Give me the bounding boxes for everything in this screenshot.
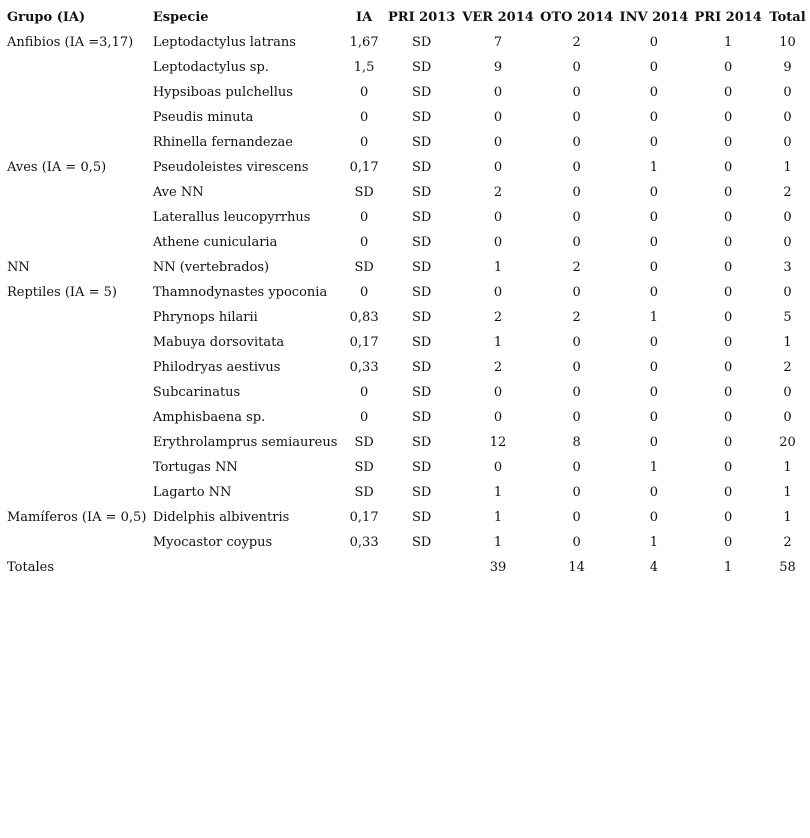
cell-total: 1	[783, 335, 792, 350]
cell-total: 58	[779, 560, 796, 575]
cell-pri-2014: 0	[724, 485, 733, 500]
cell-ia: SD	[354, 260, 374, 275]
cell-ia: 0	[359, 210, 369, 225]
cell-especie: Ave NN	[152, 185, 204, 200]
table-row	[4, 130, 810, 155]
cell-inv-2014: 0	[649, 85, 659, 100]
cell-total: 0	[783, 410, 792, 425]
cell-ver-2014: 7	[493, 35, 503, 50]
cell-grupo: Aves (IA = 0,5)	[7, 160, 107, 175]
cell-especie: Didelphis albiventris	[152, 510, 290, 525]
cell-grupo	[4, 355, 150, 380]
cell-inv-2014: 0	[649, 410, 659, 425]
cell-pri-2013: SD	[412, 160, 432, 175]
cell-grupo: Mamíferos (IA = 0,5)	[7, 510, 147, 525]
cell-inv-2014: 0	[649, 210, 659, 225]
cell-ia: 0	[359, 85, 369, 100]
cell-especie: Athene cunicularia	[152, 235, 278, 250]
cell-ver-2014: 9	[493, 60, 503, 75]
cell-oto-2014: 0	[572, 410, 581, 425]
table-row	[4, 180, 810, 205]
cell-ver-2014: 0	[493, 460, 503, 475]
cell-ver-2014: 0	[493, 160, 503, 175]
cell-inv-2014: 0	[649, 285, 659, 300]
cell-total: 0	[783, 85, 792, 100]
table-row	[4, 30, 810, 55]
cell-grupo	[4, 180, 150, 205]
cell-ver-2014: 0	[493, 110, 503, 125]
cell-ia: 0,33	[349, 360, 379, 375]
cell-ia: 0	[359, 410, 369, 425]
cell-ia: 0,17	[349, 160, 379, 175]
header-especie: Especie	[152, 10, 209, 25]
cell-inv-2014: 0	[649, 110, 659, 125]
header-total: Total	[769, 10, 806, 25]
cell-pri-2014: 0	[724, 60, 733, 75]
cell-pri-2013: SD	[412, 285, 432, 300]
cell-pri-2014: 0	[724, 160, 733, 175]
cell-pri-2014: 0	[724, 385, 733, 400]
cell-grupo	[4, 55, 150, 80]
cell-total: 1	[783, 510, 792, 525]
cell-pri-2014: 0	[724, 210, 733, 225]
cell-ver-2014: 0	[493, 285, 503, 300]
cell-grupo	[4, 330, 150, 355]
table-row	[4, 455, 810, 480]
cell-total: 0	[783, 385, 792, 400]
cell-ia: 0,83	[349, 310, 379, 325]
cell-especie: Pseudoleistes virescens	[152, 160, 309, 175]
cell-pri-2013: SD	[412, 185, 432, 200]
cell-ver-2014: 0	[493, 410, 503, 425]
cell-pri-2013: SD	[412, 435, 432, 450]
cell-grupo	[4, 305, 150, 330]
cell-pri-2013: SD	[412, 410, 432, 425]
cell-ia: SD	[354, 435, 374, 450]
header-pri-2013: PRI 2013	[387, 10, 456, 25]
cell-especie: Laterallus leucopyrrhus	[152, 210, 311, 225]
cell-inv-2014: 0	[649, 435, 659, 450]
cell-ver-2014: 2	[493, 360, 503, 375]
cell-ver-2014: 39	[489, 560, 507, 575]
cell-grupo	[4, 530, 150, 555]
cell-oto-2014: 0	[572, 285, 581, 300]
cell-pri-2013: SD	[412, 335, 432, 350]
table-row	[4, 430, 810, 455]
cell-especie: Rhinella fernandezae	[152, 135, 293, 150]
cell-ia	[344, 555, 384, 580]
cell-pri-2013: SD	[412, 210, 432, 225]
cell-pri-2014: 0	[724, 535, 733, 550]
header-ver-2014: VER 2014	[462, 10, 534, 25]
cell-pri-2014: 0	[724, 260, 733, 275]
cell-ia: SD	[354, 460, 374, 475]
table-row	[4, 405, 810, 430]
table-row	[4, 255, 810, 280]
cell-pri-2013: SD	[412, 485, 432, 500]
table-body	[4, 30, 810, 580]
cell-pri-2013: SD	[412, 360, 432, 375]
cell-pri-2014: 0	[724, 335, 733, 350]
cell-oto-2014: 0	[572, 85, 581, 100]
cell-grupo	[4, 130, 150, 155]
cell-pri-2014: 0	[724, 285, 733, 300]
cell-pri-2014: 0	[724, 360, 733, 375]
cell-total: 10	[779, 35, 796, 50]
cell-grupo: Reptiles (IA = 5)	[7, 285, 117, 300]
cell-ia: 0,33	[349, 535, 379, 550]
cell-especie: Myocastor coypus	[152, 535, 273, 550]
cell-especie: Thamnodynastes ypoconia	[152, 285, 328, 300]
cell-ver-2014: 0	[493, 385, 503, 400]
table-row	[4, 305, 810, 330]
cell-oto-2014: 0	[572, 360, 581, 375]
cell-pri-2014: 0	[724, 410, 733, 425]
header-pri-2014: PRI 2014	[694, 10, 762, 25]
cell-total: 0	[783, 235, 792, 250]
cell-inv-2014: 0	[649, 335, 659, 350]
cell-oto-2014: 0	[572, 335, 581, 350]
table-row	[4, 480, 810, 505]
cell-inv-2014: 4	[649, 560, 659, 575]
cell-inv-2014: 0	[649, 385, 659, 400]
cell-ia: 0	[359, 235, 369, 250]
table-row	[4, 55, 810, 80]
cell-ver-2014: 0	[493, 85, 503, 100]
cell-pri-2014: 1	[724, 560, 733, 575]
table-row	[4, 380, 810, 405]
cell-grupo	[4, 430, 150, 455]
cell-oto-2014: 0	[572, 385, 581, 400]
cell-pri-2014: 0	[724, 110, 733, 125]
cell-especie: Tortugas NN	[152, 460, 238, 475]
cell-oto-2014: 2	[572, 260, 581, 275]
table-row	[4, 205, 810, 230]
cell-oto-2014: 8	[572, 435, 581, 450]
cell-pri-2014: 0	[724, 85, 733, 100]
cell-pri-2014: 0	[724, 510, 733, 525]
cell-oto-2014: 0	[572, 60, 581, 75]
cell-especie: Amphisbaena sp.	[152, 410, 266, 425]
cell-ia: SD	[354, 185, 374, 200]
cell-pri-2014: 0	[724, 435, 733, 450]
cell-oto-2014: 14	[568, 560, 585, 575]
cell-total: 0	[783, 110, 792, 125]
cell-especie: Hypsiboas pulchellus	[152, 85, 293, 100]
cell-oto-2014: 0	[572, 460, 581, 475]
cell-total: 1	[783, 160, 792, 175]
table-header	[4, 5, 810, 30]
cell-ia: 0	[359, 135, 369, 150]
cell-inv-2014: 1	[649, 310, 659, 325]
header-inv-2014: INV 2014	[619, 10, 689, 25]
header-ia: IA	[356, 10, 373, 25]
cell-total: 0	[783, 135, 792, 150]
cell-inv-2014: 1	[649, 160, 659, 175]
cell-grupo: Anfibios (IA =3,17)	[7, 35, 134, 50]
cell-especie: Philodryas aestivus	[152, 360, 281, 375]
cell-ver-2014: 0	[493, 135, 503, 150]
cell-ver-2014: 12	[489, 435, 507, 450]
cell-ia: 1,5	[353, 60, 375, 75]
cell-oto-2014: 0	[572, 510, 581, 525]
header-row	[4, 5, 810, 30]
cell-oto-2014: 0	[572, 485, 581, 500]
cell-especie: Phrynops hilarii	[152, 310, 258, 325]
cell-grupo: NN	[7, 260, 30, 275]
cell-ia: 0	[359, 385, 369, 400]
table-row	[4, 155, 810, 180]
cell-especie: Mabuya dorsovitata	[152, 335, 285, 350]
cell-oto-2014: 0	[572, 110, 581, 125]
table-row	[4, 230, 810, 255]
cell-inv-2014: 0	[649, 260, 659, 275]
cell-grupo	[4, 405, 150, 430]
cell-ver-2014: 0	[493, 235, 503, 250]
cell-grupo	[4, 455, 150, 480]
cell-pri-2013: SD	[412, 85, 432, 100]
cell-inv-2014: 0	[649, 35, 659, 50]
table-row	[4, 530, 810, 555]
cell-inv-2014: 1	[649, 535, 659, 550]
table-row	[4, 505, 810, 530]
cell-oto-2014: 0	[572, 160, 581, 175]
cell-especie: Leptodactylus sp.	[152, 60, 269, 75]
cell-inv-2014: 1	[649, 460, 659, 475]
cell-pri-2013: SD	[412, 385, 432, 400]
cell-especie: Lagarto NN	[152, 485, 232, 500]
table-row	[4, 355, 810, 380]
cell-pri-2013: SD	[412, 260, 432, 275]
cell-inv-2014: 0	[649, 235, 659, 250]
cell-total: 2	[783, 360, 792, 375]
cell-grupo: Totales	[7, 560, 54, 575]
cell-pri-2013: SD	[412, 235, 432, 250]
cell-total: 20	[779, 435, 796, 450]
cell-ver-2014: 1	[493, 510, 503, 525]
cell-total: 1	[783, 460, 792, 475]
table-row	[4, 555, 810, 580]
cell-grupo	[4, 205, 150, 230]
species-table	[4, 5, 810, 580]
cell-total: 9	[783, 60, 792, 75]
cell-grupo	[4, 230, 150, 255]
cell-ia: 0,17	[349, 335, 379, 350]
cell-inv-2014: 0	[649, 60, 659, 75]
cell-ia: 0	[359, 285, 369, 300]
cell-pri-2013: SD	[412, 60, 432, 75]
cell-grupo	[4, 380, 150, 405]
cell-pri-2014: 0	[724, 310, 733, 325]
cell-pri-2013: SD	[412, 35, 432, 50]
cell-oto-2014: 2	[572, 310, 581, 325]
cell-inv-2014: 0	[649, 135, 659, 150]
cell-ver-2014: 1	[493, 485, 503, 500]
cell-oto-2014: 0	[572, 135, 581, 150]
cell-pri-2014: 0	[724, 185, 733, 200]
cell-especie: Pseudis minuta	[152, 110, 254, 125]
cell-pri-2013: SD	[412, 110, 432, 125]
cell-pri-2014: 0	[724, 135, 733, 150]
cell-especie	[150, 555, 344, 580]
cell-total: 3	[783, 260, 792, 275]
cell-especie: NN (vertebrados)	[152, 260, 270, 275]
cell-pri-2014: 1	[724, 35, 733, 50]
cell-ia: 0	[359, 110, 369, 125]
cell-total: 0	[783, 285, 792, 300]
cell-pri-2013: SD	[412, 310, 432, 325]
cell-total: 1	[783, 485, 792, 500]
cell-especie: Leptodactylus latrans	[152, 35, 296, 50]
table-row	[4, 280, 810, 305]
cell-ver-2014: 1	[493, 335, 503, 350]
cell-oto-2014: 0	[572, 235, 581, 250]
cell-pri-2013: SD	[412, 460, 432, 475]
cell-pri-2013: SD	[412, 510, 432, 525]
cell-total: 2	[783, 185, 792, 200]
cell-grupo	[4, 80, 150, 105]
cell-inv-2014: 0	[649, 485, 659, 500]
cell-inv-2014: 0	[649, 510, 659, 525]
cell-pri-2013	[384, 555, 459, 580]
cell-grupo	[4, 480, 150, 505]
cell-pri-2013: SD	[412, 535, 432, 550]
cell-pri-2014: 0	[724, 235, 733, 250]
table-row	[4, 330, 810, 355]
table-row	[4, 105, 810, 130]
cell-especie: Erythrolamprus semiaureus	[152, 435, 338, 450]
cell-pri-2013: SD	[412, 135, 432, 150]
cell-oto-2014: 2	[572, 35, 581, 50]
cell-ia: 0,17	[349, 510, 379, 525]
cell-oto-2014: 0	[572, 210, 581, 225]
cell-ver-2014: 2	[493, 310, 503, 325]
cell-ver-2014: 0	[493, 210, 503, 225]
cell-ia: 1,67	[349, 35, 379, 50]
cell-inv-2014: 0	[649, 360, 659, 375]
cell-ver-2014: 1	[493, 260, 503, 275]
cell-grupo	[4, 105, 150, 130]
cell-total: 5	[783, 310, 792, 325]
table-row	[4, 80, 810, 105]
header-oto-2014: OTO 2014	[540, 10, 614, 25]
header-grupo: Grupo (IA)	[7, 10, 86, 25]
cell-total: 2	[783, 535, 792, 550]
cell-especie: Subcarinatus	[152, 385, 241, 400]
cell-ver-2014: 1	[493, 535, 503, 550]
cell-oto-2014: 0	[572, 535, 581, 550]
cell-oto-2014: 0	[572, 185, 581, 200]
cell-pri-2014: 0	[724, 460, 733, 475]
cell-inv-2014: 0	[649, 185, 659, 200]
cell-total: 0	[783, 210, 792, 225]
cell-ver-2014: 2	[493, 185, 503, 200]
cell-ia: SD	[354, 485, 374, 500]
